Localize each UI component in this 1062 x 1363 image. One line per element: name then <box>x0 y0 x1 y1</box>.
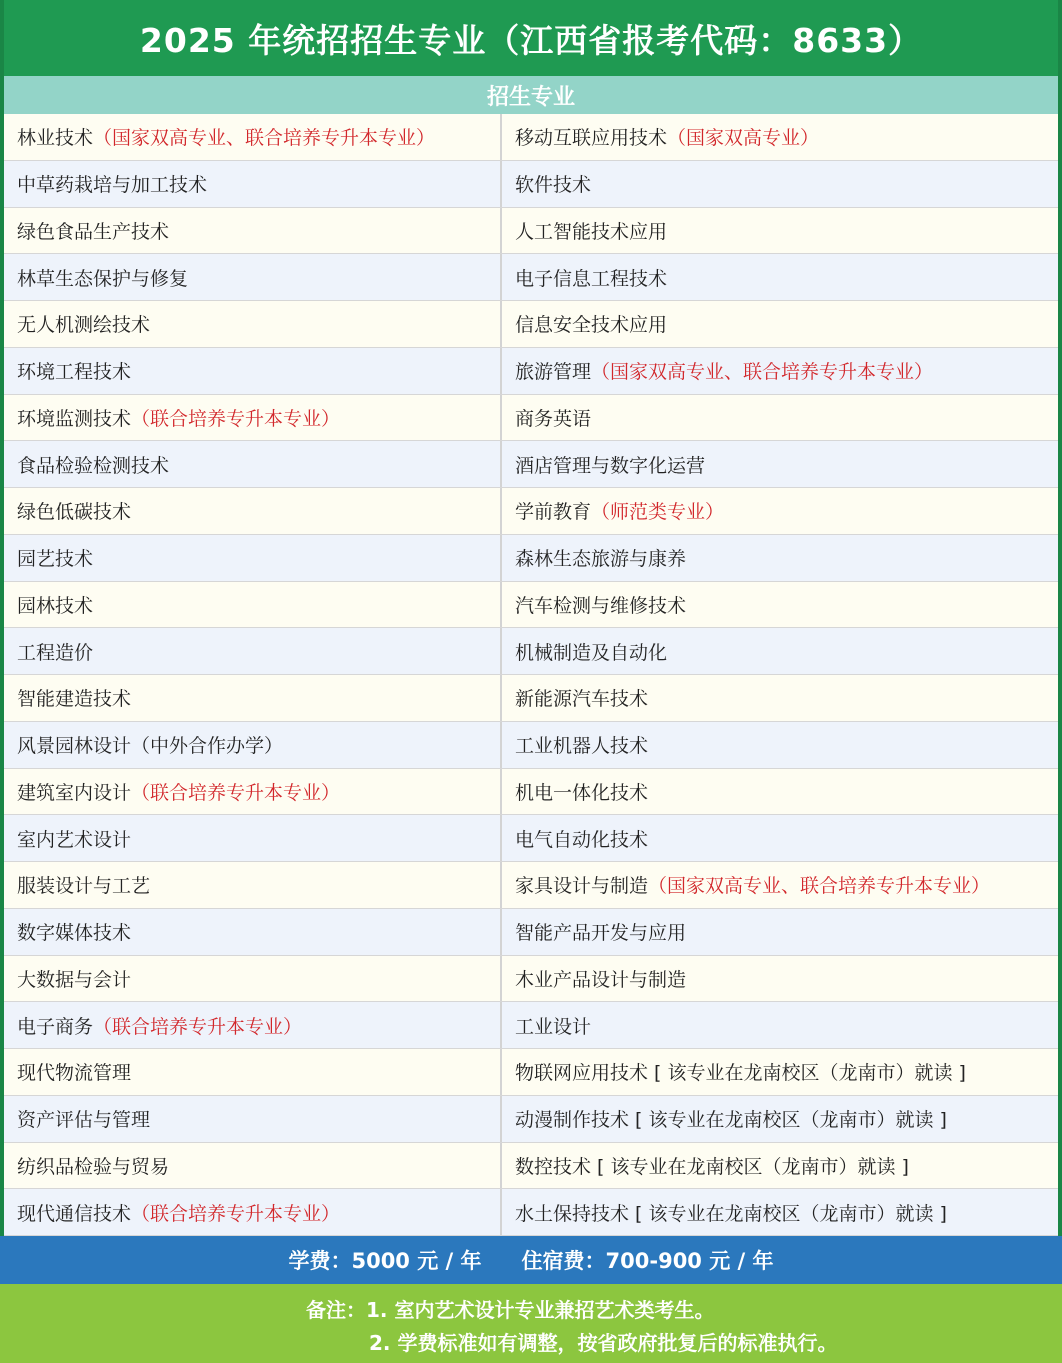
page-title: 2025 年统招招生专业（江西省报考代码：8633） <box>0 0 1062 76</box>
left-major-cell <box>4 301 502 347</box>
remarks-bar <box>0 1284 1062 1363</box>
left-major-cell <box>4 208 502 254</box>
left-major-cell <box>4 488 502 534</box>
major-name: 现代物流管理 <box>17 1062 132 1085</box>
major-name: 园林技术 <box>17 594 94 617</box>
left-major-cell <box>4 769 502 815</box>
major-name: 环境监测技术 <box>17 407 132 430</box>
major-name: 绿色食品生产技术 <box>17 220 170 243</box>
accommodation-fee: 住宿费：700-900 元 / 年 <box>521 1249 774 1273</box>
right-major-cell <box>502 161 1058 207</box>
right-major-cell <box>502 956 1058 1002</box>
major-name: 纺织品检验与贸易 <box>17 1155 170 1178</box>
major-note: （联合培养专升本专业） <box>131 781 341 804</box>
left-major-cell <box>4 815 502 861</box>
table-row <box>4 1049 1058 1096</box>
major-name: 新能源汽车技术 <box>515 688 649 711</box>
major-note: （联合培养专升本专业） <box>131 407 341 430</box>
major-name: 汽车检测与维修技术 <box>515 594 687 617</box>
left-major-cell <box>4 114 502 160</box>
major-name: 电子信息工程技术 <box>515 267 668 290</box>
right-major-cell <box>502 254 1058 300</box>
major-name: 移动互联应用技术 <box>515 127 668 150</box>
major-name: 物联网应用技术 [ 该专业在龙南校区（龙南市）就读 ] <box>515 1062 966 1085</box>
major-name: 森林生态旅游与康养 <box>515 548 687 571</box>
right-major-cell <box>502 1143 1058 1189</box>
major-name: 木业产品设计与制造 <box>515 968 687 991</box>
left-major-cell <box>4 956 502 1002</box>
major-name: 无人机测绘技术 <box>17 314 151 337</box>
right-major-cell <box>502 815 1058 861</box>
table-row <box>4 628 1058 675</box>
left-major-cell <box>4 582 502 628</box>
major-note: （师范类专业） <box>591 501 725 524</box>
right-major-cell <box>502 535 1058 581</box>
table-row <box>4 956 1058 1003</box>
table-row <box>4 675 1058 722</box>
major-note: （国家双高专业、联合培养专升本专业） <box>93 127 436 150</box>
right-major-cell <box>502 1096 1058 1142</box>
right-major-cell <box>502 1189 1058 1235</box>
major-name: 旅游管理 <box>515 361 592 384</box>
section-header: 招生专业 <box>0 76 1062 114</box>
major-name: 园艺技术 <box>17 548 94 571</box>
right-major-cell <box>502 1002 1058 1048</box>
major-name: 人工智能技术应用 <box>515 220 668 243</box>
table-row <box>4 1096 1058 1143</box>
table-row <box>4 909 1058 956</box>
table-row <box>4 301 1058 348</box>
left-major-cell <box>4 1049 502 1095</box>
table-row <box>4 582 1058 629</box>
major-name: 商务英语 <box>515 407 592 430</box>
table-row <box>4 535 1058 582</box>
major-name: 林业技术 <box>17 127 94 150</box>
major-name: 智能建造技术 <box>17 688 132 711</box>
table-row <box>4 1189 1058 1236</box>
major-name: 水土保持技术 [ 该专业在龙南校区（龙南市）就读 ] <box>515 1202 947 1225</box>
left-major-cell <box>4 1096 502 1142</box>
left-major-cell <box>4 395 502 441</box>
major-name: 电气自动化技术 <box>515 828 649 851</box>
left-major-cell <box>4 909 502 955</box>
left-major-cell <box>4 441 502 487</box>
table-row <box>4 114 1058 161</box>
major-name: 家具设计与制造 <box>515 875 649 898</box>
right-major-cell <box>502 675 1058 721</box>
fee-bar <box>0 1236 1062 1284</box>
major-name: 数控技术 [ 该专业在龙南校区（龙南市）就读 ] <box>515 1155 909 1178</box>
major-name: 林草生态保护与修复 <box>17 267 189 290</box>
tuition-fee: 学费：5000 元 / 年 <box>288 1249 482 1273</box>
table-row <box>4 395 1058 442</box>
table-row <box>4 862 1058 909</box>
major-note: （国家双高专业、联合培养专升本专业） <box>648 875 991 898</box>
table-row <box>4 1143 1058 1190</box>
major-name: 绿色低碳技术 <box>17 501 132 524</box>
major-name: 资产评估与管理 <box>17 1109 151 1132</box>
left-major-cell <box>4 254 502 300</box>
right-major-cell <box>502 582 1058 628</box>
table-row <box>4 722 1058 769</box>
table-row <box>4 441 1058 488</box>
major-name: 环境工程技术 <box>17 361 132 384</box>
major-name: 电子商务 <box>17 1015 94 1038</box>
table-row <box>4 1002 1058 1049</box>
right-major-cell <box>502 1049 1058 1095</box>
right-major-cell <box>502 722 1058 768</box>
table-row <box>4 815 1058 862</box>
table-row <box>4 254 1058 301</box>
major-name: 学前教育 <box>515 501 592 524</box>
left-major-cell <box>4 161 502 207</box>
left-major-cell <box>4 628 502 674</box>
table-row <box>4 769 1058 816</box>
major-note: （联合培养专升本专业） <box>131 1202 341 1225</box>
major-name: 中草药栽培与加工技术 <box>17 174 208 197</box>
major-name: 工业设计 <box>515 1015 592 1038</box>
major-name: 现代通信技术 <box>17 1202 132 1225</box>
right-major-cell <box>502 441 1058 487</box>
table-row <box>4 488 1058 535</box>
right-major-cell <box>502 769 1058 815</box>
right-major-cell <box>502 395 1058 441</box>
table-row <box>4 161 1058 208</box>
major-name: 风景园林设计（中外合作办学） <box>17 735 284 758</box>
right-major-cell <box>502 301 1058 347</box>
right-major-cell <box>502 348 1058 394</box>
major-name: 机电一体化技术 <box>515 781 649 804</box>
right-major-cell <box>502 488 1058 534</box>
right-major-cell <box>502 628 1058 674</box>
major-name: 食品检验检测技术 <box>17 454 170 477</box>
remark-line-1: 备注：1. 室内艺术设计专业兼招艺术类考生。 <box>306 1298 715 1322</box>
major-name: 工程造价 <box>17 641 94 664</box>
left-major-cell <box>4 1143 502 1189</box>
remark-line-2: 2. 学费标准如有调整，按省政府批复后的标准执行。 <box>369 1331 838 1355</box>
major-name: 室内艺术设计 <box>17 828 132 851</box>
right-major-cell <box>502 909 1058 955</box>
left-major-cell <box>4 1189 502 1235</box>
major-name: 智能产品开发与应用 <box>515 922 687 945</box>
major-note: （联合培养专升本专业） <box>93 1015 303 1038</box>
table-row <box>4 208 1058 255</box>
left-major-cell <box>4 348 502 394</box>
right-major-cell <box>502 208 1058 254</box>
major-note: （国家双高专业） <box>667 127 820 150</box>
left-major-cell <box>4 1002 502 1048</box>
left-major-cell <box>4 862 502 908</box>
major-name: 机械制造及自动化 <box>515 641 668 664</box>
majors-table <box>0 114 1062 1236</box>
table-row <box>4 348 1058 395</box>
left-major-cell <box>4 722 502 768</box>
left-major-cell <box>4 535 502 581</box>
major-name: 数字媒体技术 <box>17 922 132 945</box>
major-name: 工业机器人技术 <box>515 735 649 758</box>
left-major-cell <box>4 675 502 721</box>
right-major-cell <box>502 114 1058 160</box>
major-name: 信息安全技术应用 <box>515 314 668 337</box>
major-name: 动漫制作技术 [ 该专业在龙南校区（龙南市）就读 ] <box>515 1109 947 1132</box>
major-name: 大数据与会计 <box>17 968 132 991</box>
major-name: 软件技术 <box>515 174 592 197</box>
right-major-cell <box>502 862 1058 908</box>
major-name: 服装设计与工艺 <box>17 875 151 898</box>
major-name: 酒店管理与数字化运营 <box>515 454 706 477</box>
major-name: 建筑室内设计 <box>17 781 132 804</box>
major-note: （国家双高专业、联合培养专升本专业） <box>591 361 934 384</box>
